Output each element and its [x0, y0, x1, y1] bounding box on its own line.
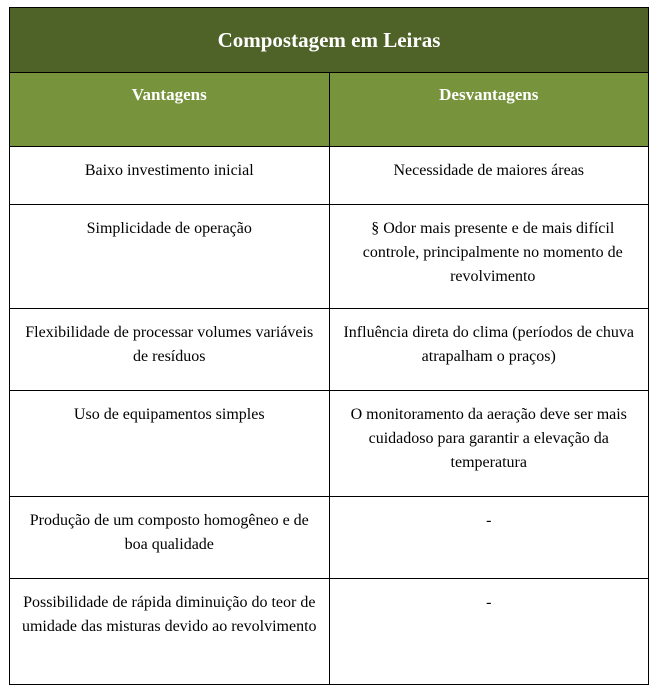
desvantagem-cell: - — [329, 497, 649, 579]
column-header-vantagens: Vantagens — [10, 73, 330, 147]
comparison-table — [9, 7, 649, 685]
vantagem-cell: Flexibilidade de processar volumes variáveis de resíduos — [10, 309, 330, 391]
table-row — [10, 309, 649, 391]
table-row — [10, 147, 649, 205]
desvantagem-cell: Influência direta do clima (períodos de chuva atrapalham o praços) — [329, 309, 649, 391]
vantagem-cell: Possibilidade de rápida diminuição do teor de umidade das misturas devido ao revolvimento — [10, 579, 330, 685]
table-title: Compostagem em Leiras — [10, 8, 649, 73]
desvantagem-cell — [329, 205, 649, 309]
column-header-desvantagens: Desvantagens — [329, 73, 649, 147]
vantagem-cell: Baixo investimento inicial — [10, 147, 330, 205]
title-row — [10, 8, 649, 73]
desvantagem-cell: - — [329, 579, 649, 685]
table-row — [10, 579, 649, 685]
vantagem-cell: Simplicidade de operação — [10, 205, 330, 309]
header-row — [10, 73, 649, 147]
desvantagem-cell: Necessidade de maiores áreas — [329, 147, 649, 205]
desvantagem-cell: O monitoramento da aeração deve ser mais cuidadoso para garantir a elevação da temperatura — [329, 391, 649, 497]
bulleted-text: § Odor mais presente e de mais difícil controle, principalmente no momento de revolvimento — [362, 220, 623, 285]
vantagem-cell: Produção de um composto homogêneo e de boa qualidade — [10, 497, 330, 579]
comparison-table-frame — [9, 7, 649, 685]
vantagem-cell: Uso de equipamentos simples — [10, 391, 330, 497]
table-row — [10, 391, 649, 497]
table-row — [10, 205, 649, 309]
table-row — [10, 497, 649, 579]
